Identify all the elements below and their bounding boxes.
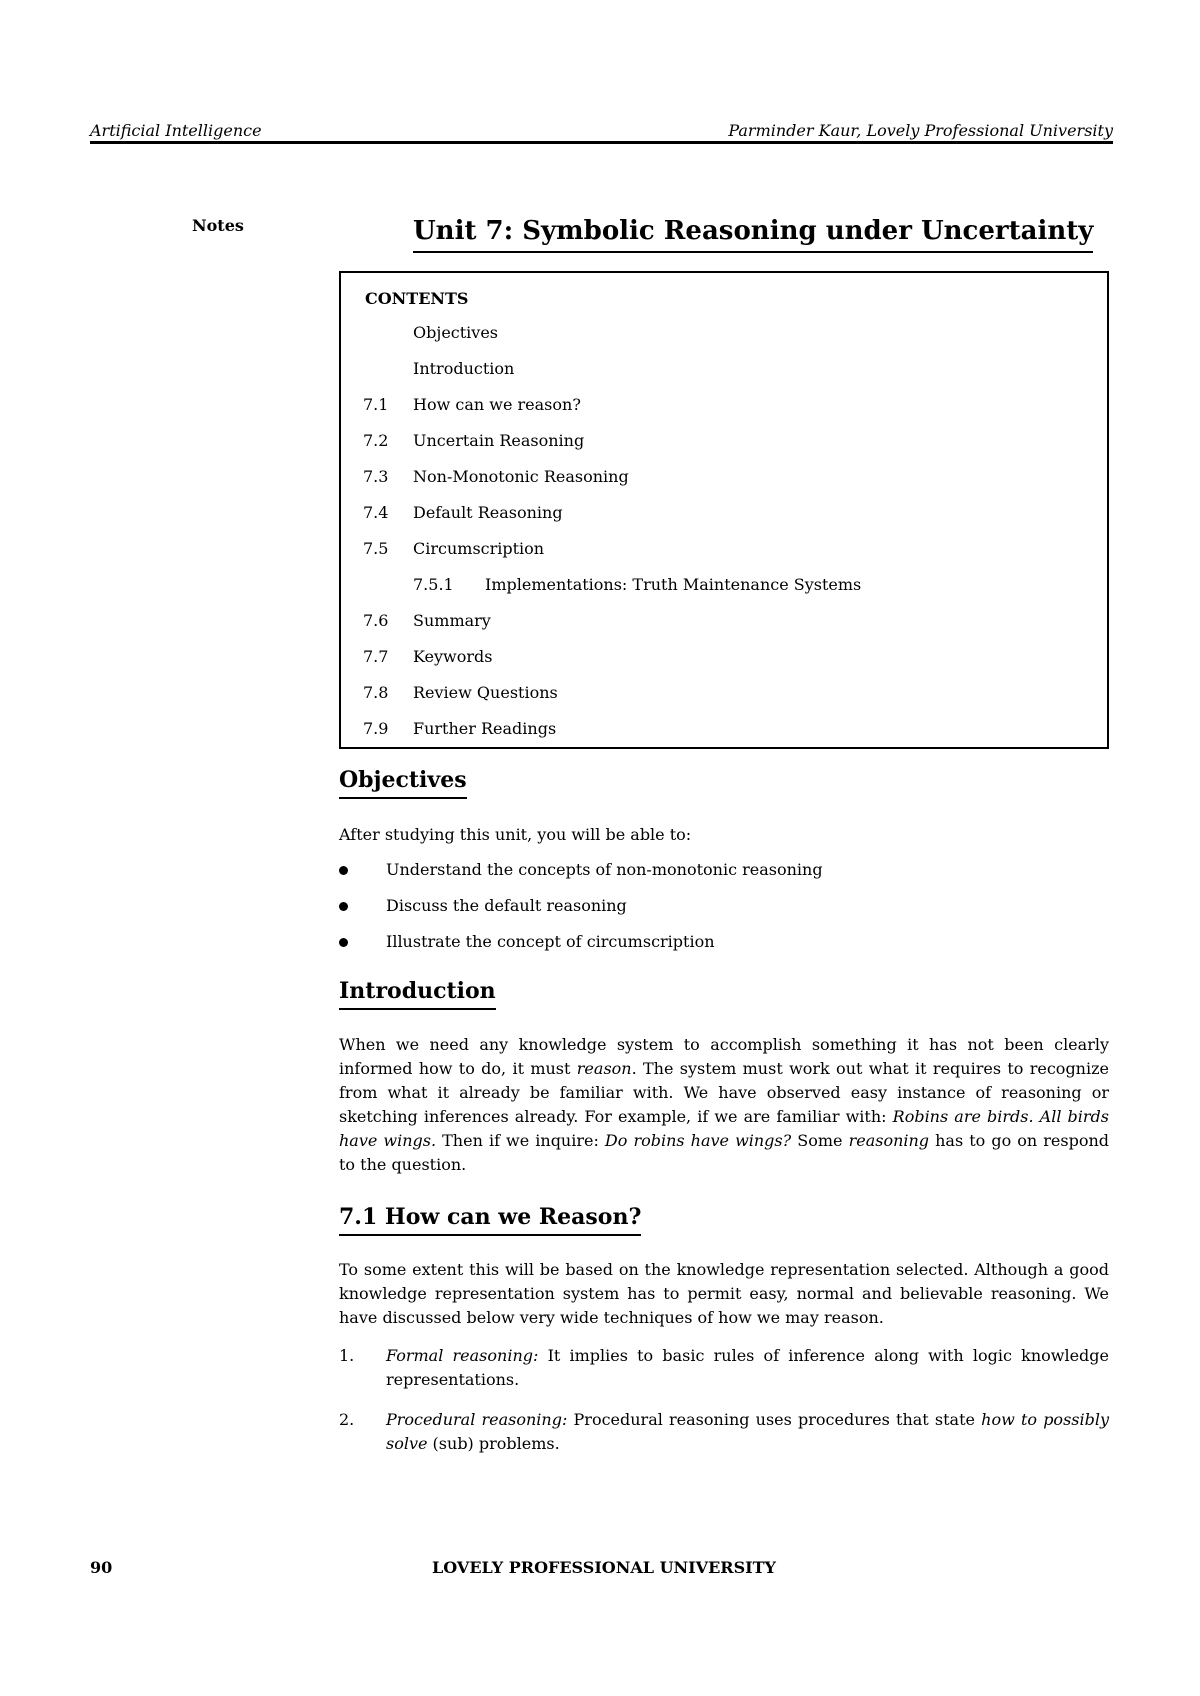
toc-item: 7.5 Circumscription	[363, 539, 545, 558]
toc-item: Objectives	[413, 323, 499, 342]
contents-heading: CONTENTS	[365, 289, 469, 308]
margin-notes-label: Notes	[192, 216, 244, 235]
objectives-heading: Objectives	[339, 766, 467, 799]
bullet-icon	[339, 938, 348, 947]
running-header-left: Artificial Intelligence	[90, 121, 262, 140]
introduction-heading: Introduction	[339, 977, 496, 1010]
introduction-paragraph: When we need any knowledge system to accomplish something it has not been clearly informed how to do, it must reason. The system must work out what it requires to recognize from what it already be familiar with. We have observed easy instance of reasoning or sketching inferences already. For example, if we are familiar with: Robins are birds. All birds have wings. Then if we inquire: Do robins have wings? Some reasoning has to go on respond to the question.	[339, 1035, 1110, 1174]
bullet-icon	[339, 902, 348, 911]
toc-item: 7.2 Uncertain Reasoning	[363, 431, 585, 450]
section-7-1-heading: 7.1 How can we Reason?	[339, 1203, 641, 1236]
bullet-icon	[339, 866, 348, 875]
contents-box	[339, 271, 1109, 749]
toc-item: 7.8 Review Questions	[363, 683, 558, 702]
page-number: 90	[90, 1558, 113, 1577]
numbered-item: 2. Procedural reasoning: Procedural reasoning uses procedures that state how to possibly solve (sub) problems.	[339, 1410, 1110, 1453]
toc-item: 7.7 Keywords	[363, 647, 493, 666]
toc-item: 7.6 Summary	[363, 611, 491, 630]
toc-item: 7.1 How can we reason?	[363, 395, 581, 414]
numbered-item: 1. Formal reasoning: It implies to basic rules of inference along with logic knowledge representations.	[339, 1346, 1110, 1389]
footer-university: LOVELY PROFESSIONAL UNIVERSITY	[432, 1558, 776, 1577]
section-7-1-paragraph: To some extent this will be based on the knowledge representation selected. Although a good knowledge representation system has to permit easy, normal and believable reasoning. We have discussed below very wide techniques of how we may reason.	[339, 1260, 1109, 1327]
header-rule	[90, 141, 1113, 144]
toc-item: 7.9 Further Readings	[363, 719, 557, 738]
unit-title: Unit 7: Symbolic Reasoning under Uncertainty	[413, 215, 1093, 253]
objectives-intro: After studying this unit, you will be able to:	[339, 825, 692, 844]
toc-item: 7.4 Default Reasoning	[363, 503, 563, 522]
toc-item: 7.3 Non-Monotonic Reasoning	[363, 467, 629, 486]
toc-subitem: 7.5.1 Implementations: Truth Maintenance Systems	[413, 575, 862, 594]
running-header-right: Parminder Kaur, Lovely Professional University	[728, 121, 1113, 140]
toc-item: Introduction	[413, 359, 515, 378]
